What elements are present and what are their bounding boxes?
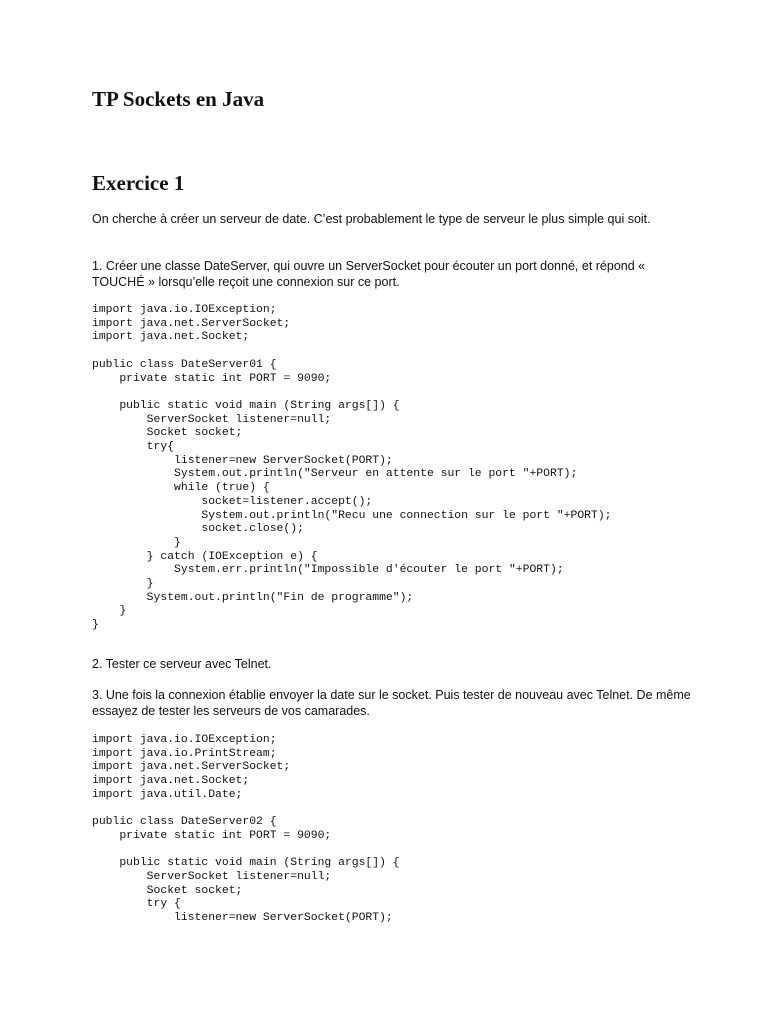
exercise-heading: Exercice 1 [92, 171, 185, 195]
step-2-paragraph: 2. Tester ce serveur avec Telnet. [92, 657, 272, 671]
step-3-paragraph: 3. Une fois la connexion établie envoyer la date sur le socket. Puis tester de nouveau avec Telnet. De même essayez de tester les serveurs de vos camarades. [92, 688, 691, 718]
code-block-dateserver01: import java.io.IOException; import java.net.ServerSocket; import java.net.Socket; public class DateServer01 { private static int PORT = 9090; public static void main (String args[]) { ServerSocket listener=null; Socket socket; try{ listener=new ServerSocket(PORT); System.out.println("Serveur en attente sur le port "+PORT); while (true) { socket=listener.accept(); System.out.println("Recu une connection sur le port "+PORT); socket.close(); } } catch (IOException e) { System.err.println("Impossible d'écouter le port "+PORT); } System.out.println("Fin de programme"); } } [92, 304, 612, 632]
document-title: TP Sockets en Java [92, 87, 265, 111]
intro-paragraph: On cherche à créer un serveur de date. C’est probablement le type de serveur le plus simple qui soit. [92, 212, 651, 226]
step-1-paragraph: 1. Créer une classe DateServer, qui ouvre un ServerSocket pour écouter un port donné, et répond « TOUCHÉ » lorsqu’elle reçoit une connexion sur ce port. [92, 259, 646, 289]
code-block-dateserver02: import java.io.IOException; import java.io.PrintStream; import java.net.ServerSocket; import java.net.Socket; import java.util.Date; public class DateServer02 { private static int PORT = 9090; public static void main (String args[]) { ServerSocket listener=null; Socket socket; try { listener=new ServerSocket(PORT); [92, 734, 400, 925]
